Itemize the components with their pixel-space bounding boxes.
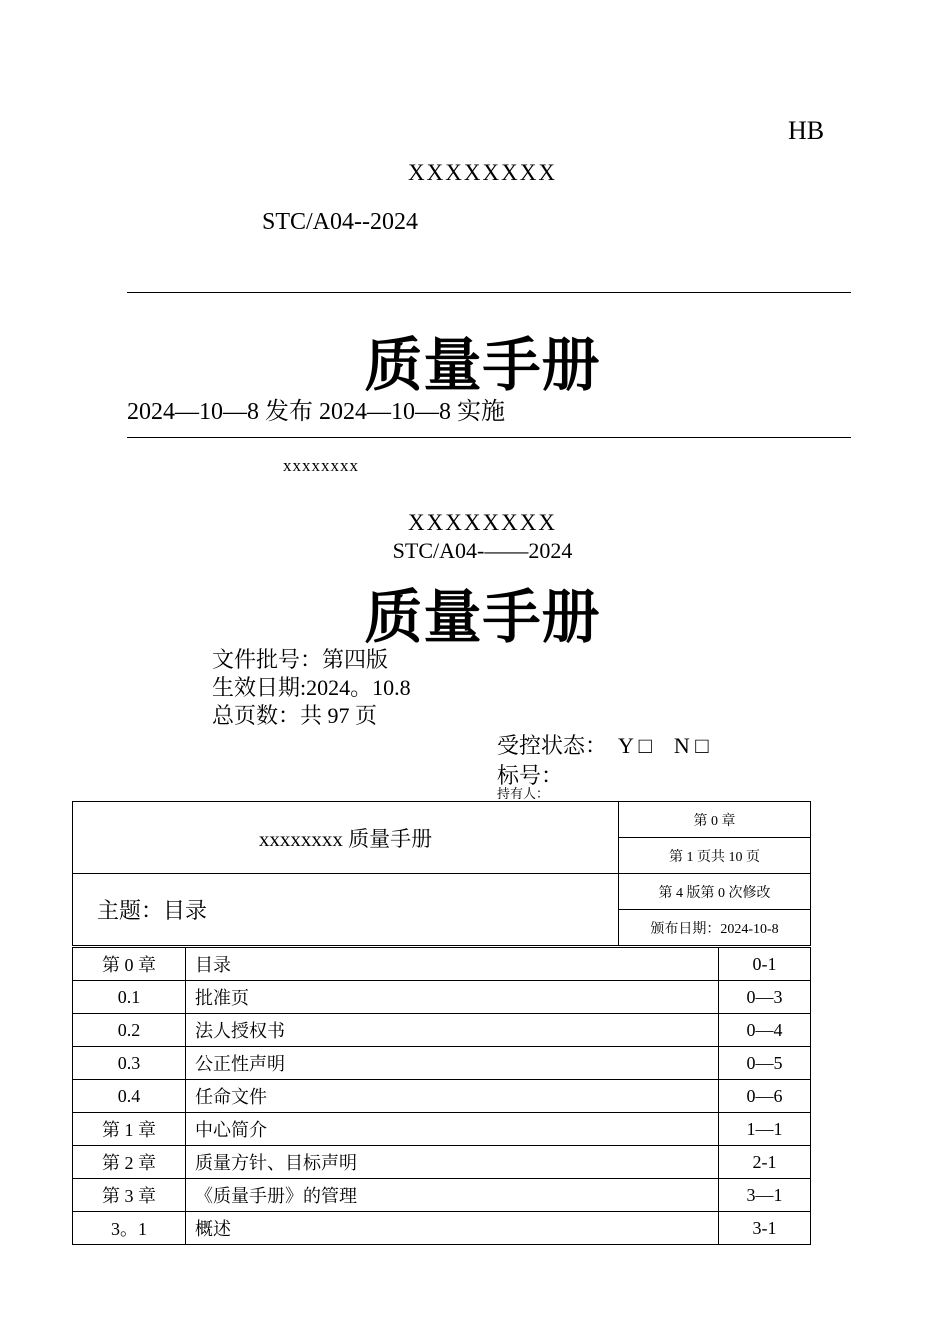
table-row — [73, 981, 811, 1014]
toc-title: 概述 — [186, 1212, 719, 1245]
holder: 持有人： — [497, 786, 550, 801]
toc-chapter: 0.2 — [73, 1014, 186, 1047]
toc-chapter: 第 2 章 — [73, 1146, 186, 1179]
toc-title: 中心简介 — [186, 1113, 719, 1146]
toc-page: 0—3 — [719, 981, 811, 1014]
table-row — [73, 1179, 811, 1212]
toc-page: 0—5 — [719, 1047, 811, 1080]
toc-title: 《质量手册》的管理 — [186, 1179, 719, 1212]
toc-chapter: 第 1 章 — [73, 1113, 186, 1146]
toc-title: 目录 — [186, 948, 719, 981]
title-page-org-code: XXXXXXXX — [408, 510, 557, 535]
publish-dates: 2024—10—8 发布 2024—10—8 实施 — [127, 399, 505, 425]
table-row — [73, 1212, 811, 1245]
toc-page: 2-1 — [719, 1146, 811, 1179]
control-status: 受控状态： Y □ N □ — [497, 733, 709, 758]
effective-date: 生效日期:2024。10.8 — [212, 675, 411, 700]
toc-title: 公正性声明 — [186, 1047, 719, 1080]
table-row — [73, 1047, 811, 1080]
toc-page: 0-1 — [719, 948, 811, 981]
table-row — [73, 1146, 811, 1179]
table-row — [73, 948, 811, 981]
org-code: XXXXXXXX — [408, 160, 557, 185]
table-row — [73, 1080, 811, 1113]
toc-chapter: 第 3 章 — [73, 1179, 186, 1212]
header-table — [72, 801, 811, 946]
toc-chapter: 第 0 章 — [73, 948, 186, 981]
total-pages: 总页数：共 97 页 — [212, 703, 378, 728]
approval-number: 文件批号：第四版 — [212, 647, 389, 672]
toc-page: 1—1 — [719, 1113, 811, 1146]
table-row — [73, 1014, 811, 1047]
hb-mark: HB — [788, 116, 825, 145]
chapter-cell: 第 0 章 — [619, 802, 811, 838]
cover-title: 质量手册 — [364, 331, 601, 399]
top-divider — [127, 292, 851, 293]
title-page-title: 质量手册 — [364, 583, 601, 651]
toc-chapter: 0.4 — [73, 1080, 186, 1113]
manual-title: xxxxxxxx 质量手册 — [73, 802, 619, 874]
toc-title: 批准页 — [186, 981, 719, 1014]
bottom-divider — [127, 437, 851, 438]
org-name: xxxxxxxx — [283, 456, 359, 475]
toc-table — [72, 947, 811, 1245]
subject-cell: 主题：目录 — [73, 874, 619, 946]
page-info-cell: 第 1 页共 10 页 — [619, 838, 811, 874]
toc-page: 0—4 — [719, 1014, 811, 1047]
toc-chapter: 0.1 — [73, 981, 186, 1014]
table-row — [73, 1113, 811, 1146]
toc-page: 3—1 — [719, 1179, 811, 1212]
toc-title: 任命文件 — [186, 1080, 719, 1113]
toc-title: 法人授权书 — [186, 1014, 719, 1047]
issue-date-cell: 颁布日期：2024-10-8 — [619, 910, 811, 946]
mark-number: 标号： — [497, 763, 564, 788]
toc-page: 0—6 — [719, 1080, 811, 1113]
toc-chapter: 0.3 — [73, 1047, 186, 1080]
standard-number: STC/A04--2024 — [262, 209, 418, 235]
toc-page: 3-1 — [719, 1212, 811, 1245]
toc-title: 质量方针、目标声明 — [186, 1146, 719, 1179]
title-page-standard-number: STC/A04-——2024 — [392, 538, 573, 563]
revision-cell: 第 4 版第 0 次修改 — [619, 874, 811, 910]
toc-chapter: 3。1 — [73, 1212, 186, 1245]
